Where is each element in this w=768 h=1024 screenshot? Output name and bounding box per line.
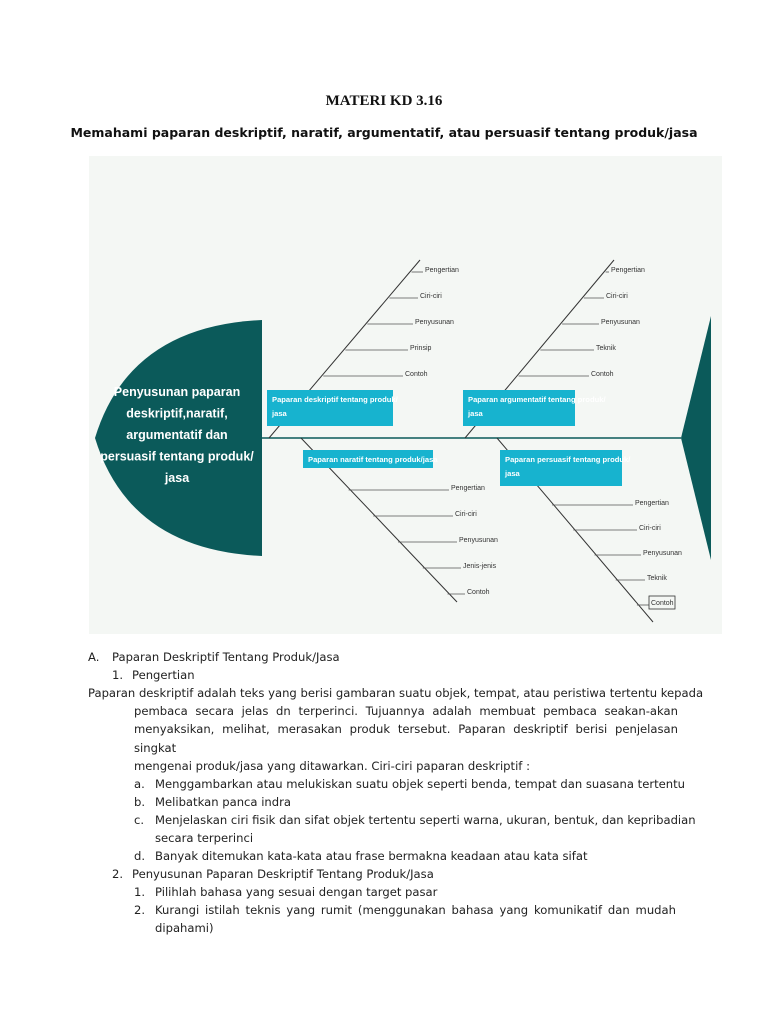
document-title: MATERI KD 3.16 [325, 93, 443, 109]
list-item-continuation [88, 919, 678, 937]
subsection-2-heading [88, 865, 678, 883]
list-marker: d. [134, 849, 146, 864]
list-text: Pilihlah bahasa yang sesuai dengan target pasar [155, 885, 438, 900]
list-marker: a. [134, 777, 145, 792]
section-a-text: Paparan Deskriptif Tentang Produk/Jasa [112, 650, 340, 664]
section-a-heading [88, 648, 678, 666]
list-text: Melibatkan panca indra [155, 795, 292, 810]
list-item [88, 847, 678, 865]
list-item [88, 901, 678, 919]
fishbone-diagram [89, 156, 722, 634]
document-body [88, 648, 704, 937]
branch-item-label: Ciri-ciri [420, 293, 442, 300]
list-marker: b. [134, 795, 146, 810]
list-text: Kurangi istilah teknis yang rumit (menggunakan bahasa yang komunikatif dan mudah [155, 903, 676, 918]
branch-item-label: Contoh [405, 371, 428, 378]
branch-item-label: Contoh [591, 371, 614, 378]
branch-item-label: Ciri-ciri [639, 525, 661, 532]
list-item [88, 811, 696, 829]
list-text: dipahami) [155, 921, 214, 936]
branch-label-text: jasa [468, 409, 483, 418]
branch-label-text: Paparan deskriptif tentang produk/ [272, 395, 398, 404]
subsection-1-text: Pengertian [132, 668, 195, 682]
branch-item-label: Penyusunan [601, 319, 640, 326]
branch-item-label: Ciri-ciri [455, 511, 477, 518]
branch-label-text: Paparan persuasif tentang produk/ [505, 455, 631, 464]
document-subtitle: Memahami paparan deskriptif, naratif, argumentatif, atau persuasif tentang produk/jasa [70, 125, 698, 140]
branch-item-label: Pengertian [635, 500, 669, 507]
section-a-marker: A. [88, 650, 100, 664]
subsection-1-marker: 1. [112, 668, 124, 682]
fish-head-label-line: persuasif tentang produk/ [100, 449, 254, 464]
subsection-2-text: Penyusunan Paparan Deskriptif Tentang Produk/Jasa [132, 867, 434, 882]
fish-head-label-line: Penyusunan paparan [113, 385, 241, 399]
fish-head-label-line: deskriptif,naratif, [126, 406, 228, 421]
branch-item-label: Contoh [651, 600, 674, 607]
paragraph-line-2: pembaca secara jelas dn terperinci. Tujuannya adalah membuat pembaca seakan-akan [134, 704, 678, 719]
paragraph-line-1: Paparan deskriptif adalah teks yang berisi gambaran suatu objek, tempat, atau peristiwa tertentu kepada [88, 686, 704, 700]
branch-label-text: jasa [505, 469, 520, 478]
branch-item-label: Ciri-ciri [606, 293, 628, 300]
branch-label-text: jasa [272, 409, 287, 418]
list-item [88, 793, 678, 811]
branch-item-label: Penyusunan [459, 537, 498, 544]
branch-item-label: Pengertian [425, 267, 459, 274]
list-item-continuation [88, 829, 678, 847]
paragraph-line-4: mengenai produk/jasa yang ditawarkan. Ciri-ciri paparan deskriptif : [134, 758, 530, 773]
list-item [88, 775, 686, 793]
branch-item-label: Contoh [467, 589, 490, 596]
branch-item-label: Penyusunan [415, 319, 454, 326]
branch-item-label: Penyusunan [643, 550, 682, 557]
branch-item-label: Prinsip [410, 345, 432, 352]
list-text: secara terperinci [155, 831, 254, 846]
branch-item-label: Pengertian [451, 485, 485, 492]
branch-label-text: Paparan naratif tentang produk/jasa [308, 455, 438, 464]
branch-item-label: Teknik [647, 575, 667, 582]
list-text: Menjelaskan ciri fisik dan sifat objek tertentu seperti warna, ukuran, bentuk, dan kepribadian [155, 813, 696, 828]
list-marker: c. [134, 813, 145, 828]
branch-item-label: Jenis-jenis [463, 563, 497, 570]
list-marker: 1. [134, 885, 146, 900]
list-item [88, 883, 678, 901]
subsection-1-heading [88, 666, 678, 684]
branch-item-label: Teknik [596, 345, 616, 352]
fish-head-label-line: argumentatif dan [126, 428, 228, 442]
list-text: Banyak ditemukan kata-kata atau frase bermakna keadaan atau kata sifat [155, 849, 588, 864]
list-marker: 2. [134, 903, 146, 918]
subsection-2-marker: 2. [112, 867, 124, 882]
branch-item-label: Pengertian [611, 267, 645, 274]
branch-label-text: Paparan argumentatif tentang produk/ [468, 395, 606, 404]
paragraph-line-3: menyaksikan, melihat, merasakan produk tersebut. Paparan deskriptif berisi penjelasan singkat [134, 722, 678, 755]
fish-head-label-line: jasa [164, 471, 190, 485]
list-text: Menggambarkan atau melukiskan suatu objek seperti benda, tempat dan suasana tertentu [155, 777, 686, 792]
